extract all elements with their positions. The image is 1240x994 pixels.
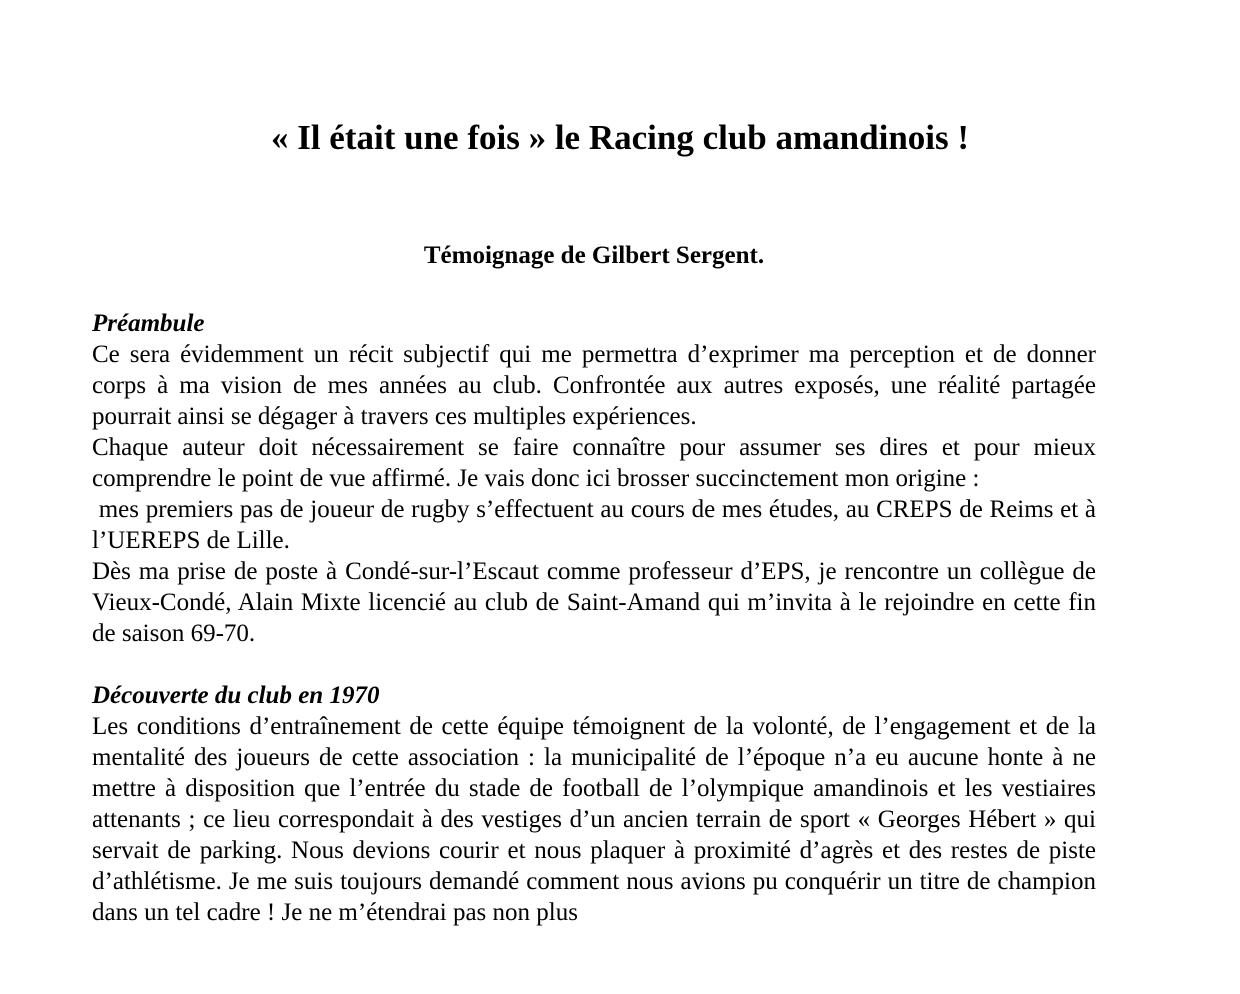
document-title: « Il était une fois » le Racing club amandinois ! <box>270 118 970 157</box>
section-heading-decouverte: Découverte du club en 1970 <box>92 682 380 709</box>
paragraph-preambule-4: Dès ma prise de poste à Condé-sur-l’Escaut comme professeur d’EPS, je rencontre un collègue de Vieux-Condé, Alain Mixte licencié au club de Saint-Amand qui m’invita à le rejoindre en cette fin de saison 69-70. <box>92 558 1096 647</box>
paragraph-preambule-3: mes premiers pas de joueur de rugby s’effectuent au cours de mes études, au CREPS de Reims et à l’UEREPS de Lille. <box>92 496 1096 554</box>
paragraph-decouverte-1: Les conditions d’entraînement de cette équipe témoignent de la volonté, de l’engagement et de la mentalité des joueurs de cette association : la municipalité de l’époque n’a eu aucune honte à ne mettre à disposition que l’entrée du stade de football de l’olympique amandinois et les vestiaires attenants ; ce lieu correspondait à des vestiges d’un ancien terrain de sport « Georges Hébert » qui servait de parking. Nous devions courir et nous plaquer à proximité d’agrès et des restes de piste d’athlétisme. Je me suis toujours demandé comment nous avions pu conquérir un titre de champion dans un tel cadre ! Je ne m’étendrai pas non plus <box>92 713 1096 926</box>
section-heading-preambule: Préambule <box>92 310 205 337</box>
document-subtitle: Témoignage de Gilbert Sergent. <box>423 242 765 269</box>
paragraph-preambule-2: Chaque auteur doit nécessairement se faire connaître pour assumer ses dires et pour mieux comprendre le point de vue affirmé. Je vais donc ici brosser succinctement mon origine : <box>92 434 1096 492</box>
paragraph-preambule-1: Ce sera évidemment un récit subjectif qui me permettra d’exprimer ma perception et de donner corps à ma vision de mes années au club. Confrontée aux autres exposés, une réalité partagée pourrait ainsi se dégager à travers ces multiples expériences. <box>92 341 1096 430</box>
document-body <box>92 240 1096 928</box>
